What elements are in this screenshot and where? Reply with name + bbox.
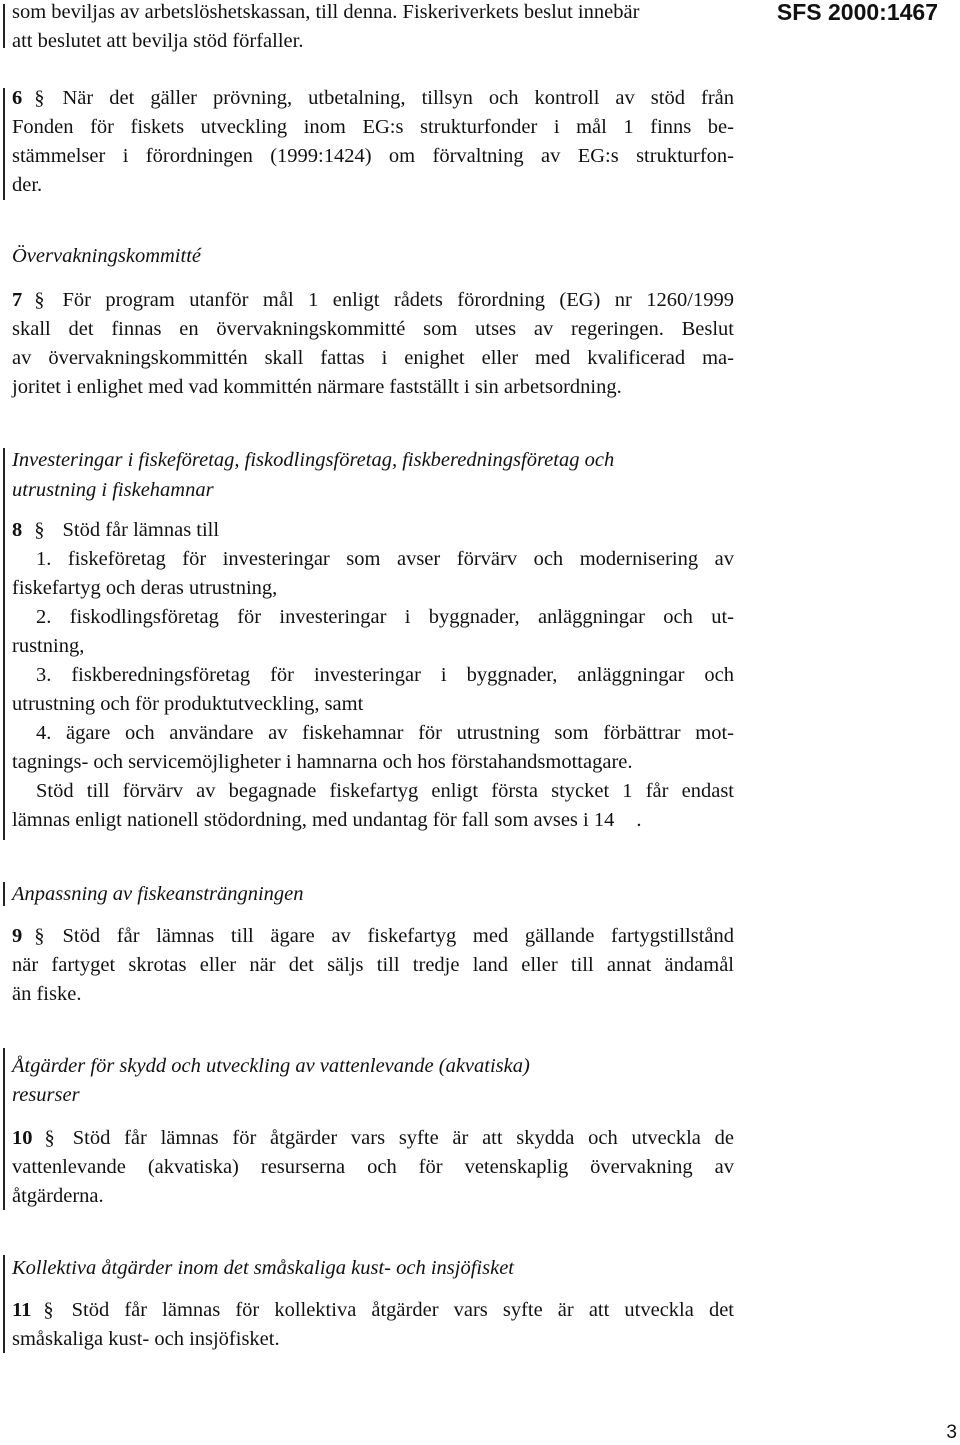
page-number: 3 (946, 1422, 957, 1443)
paragraph-number: 6 (12, 87, 23, 109)
body-line: när fartyget skrotas eller när det säljs till tredje land eller till annat ändamål (12, 954, 734, 976)
list-item: 3. fiskberedningsföretag för investeringar i byggnader, anläggningar och (36, 664, 734, 686)
paragraph-11 (12, 1300, 734, 1321)
sfs-number: SFS 2000:1467 (776, 0, 938, 25)
section-sign: § (34, 925, 45, 947)
body-line: Stöd får lämnas till (62, 519, 220, 541)
body-line: fiskefartyg och deras utrustning, (12, 577, 278, 599)
body-line: utrustning och för produktutveckling, samt (12, 693, 364, 715)
paragraph-6 (12, 88, 734, 109)
paragraph-7 (12, 290, 734, 311)
change-bar (3, 1255, 5, 1353)
paragraph-8 (12, 520, 219, 541)
body-line: Stöd till förvärv av begagnade fiskefartyg enligt första stycket 1 får endast (36, 780, 734, 802)
change-bar (3, 4, 5, 48)
section-sign: § (44, 1127, 55, 1149)
section-sign: § (34, 87, 45, 109)
paragraph-number: 11 (12, 1299, 32, 1321)
body-line (12, 810, 641, 831)
section-heading: Övervakningskommitté (12, 245, 201, 267)
body-line: stämmelser i förordningen (1999:1424) om förvaltning av EG:s strukturfon- (12, 145, 734, 167)
body-line: att beslutet att bevilja stöd förfaller. (12, 30, 304, 52)
section-heading: utrustning i fiskehamnar (12, 479, 214, 501)
body-line: än fiske. (12, 983, 82, 1005)
body-line: der. (12, 174, 43, 196)
section-sign: § (34, 519, 45, 541)
change-bar (3, 882, 5, 906)
change-bar (3, 448, 5, 840)
body-line: vattenlevande (akvatiska) resurserna och för vetenskaplig övervakning av (12, 1156, 734, 1178)
list-item: 2. fiskodlingsföretag för investeringar i byggnader, anläggningar och ut- (36, 606, 734, 628)
section-heading: resurser (12, 1084, 80, 1106)
paragraph-number: 9 (12, 925, 23, 947)
body-line: För program utanför mål 1 enligt rådets förordning (EG) nr 1260/1999 (62, 289, 734, 311)
change-bar (3, 88, 5, 200)
body-line-end: . (636, 809, 642, 831)
body-line-text: lämnas enligt nationell stödordning, med undantag för fall som avses i 14 (12, 809, 615, 831)
body-line: Stöd får lämnas för kollektiva åtgärder vars syfte är att utveckla det (71, 1299, 734, 1321)
section-heading: Anpassning av fiskeansträngningen (12, 883, 304, 905)
body-line: När det gäller prövning, utbetalning, tillsyn och kontroll av stöd från (62, 87, 734, 109)
paragraph-number: 10 (12, 1127, 33, 1149)
body-line: tagnings- och servicemöjligheter i hamnarna och hos förstahandsmottagare. (12, 751, 633, 773)
body-line: Stöd får lämnas för åtgärder vars syfte är att skydda och utveckla de (72, 1127, 734, 1149)
body-line: Fonden för fiskets utveckling inom EG:s strukturfonder i mål 1 finns be- (12, 116, 734, 138)
change-bar (3, 1048, 5, 1210)
body-line: åtgärderna. (12, 1185, 104, 1207)
body-line: skall det finnas en övervakningskommitté som utses av regeringen. Beslut (12, 318, 734, 340)
body-line: joritet i enlighet med vad kommittén närmare fastställt i sin arbetsordning. (12, 376, 622, 398)
paragraph-10 (12, 1128, 734, 1149)
body-line: av övervakningskommittén skall fattas i enighet eller med kvalificerad ma- (12, 347, 734, 369)
list-item: 1. fiskeföretag för investeringar som avser förvärv och modernisering av (36, 548, 734, 570)
body-line: rustning, (12, 635, 85, 657)
section-heading: Kollektiva åtgärder inom det småskaliga kust- och insjöfisket (12, 1257, 514, 1279)
paragraph-9 (12, 926, 734, 947)
body-line: som beviljas av arbetslöshetskassan, till denna. Fiskeriverkets beslut innebär (12, 1, 640, 23)
paragraph-number: 7 (12, 289, 23, 311)
section-heading: Investeringar i fiskeföretag, fiskodlingsföretag, fiskberedningsföretag och (12, 449, 615, 471)
section-sign: § (34, 289, 45, 311)
section-heading: Åtgärder för skydd och utveckling av vattenlevande (akvatiska) (12, 1055, 530, 1077)
list-item: 4. ägare och användare av fiskehamnar för utrustning som förbättrar mot- (36, 722, 734, 744)
body-line: Stöd får lämnas till ägare av fiskefartyg med gällande fartygstillstånd (62, 925, 734, 947)
section-sign: § (43, 1299, 54, 1321)
paragraph-number: 8 (12, 519, 23, 541)
body-line: småskaliga kust- och insjöfisket. (12, 1328, 280, 1350)
